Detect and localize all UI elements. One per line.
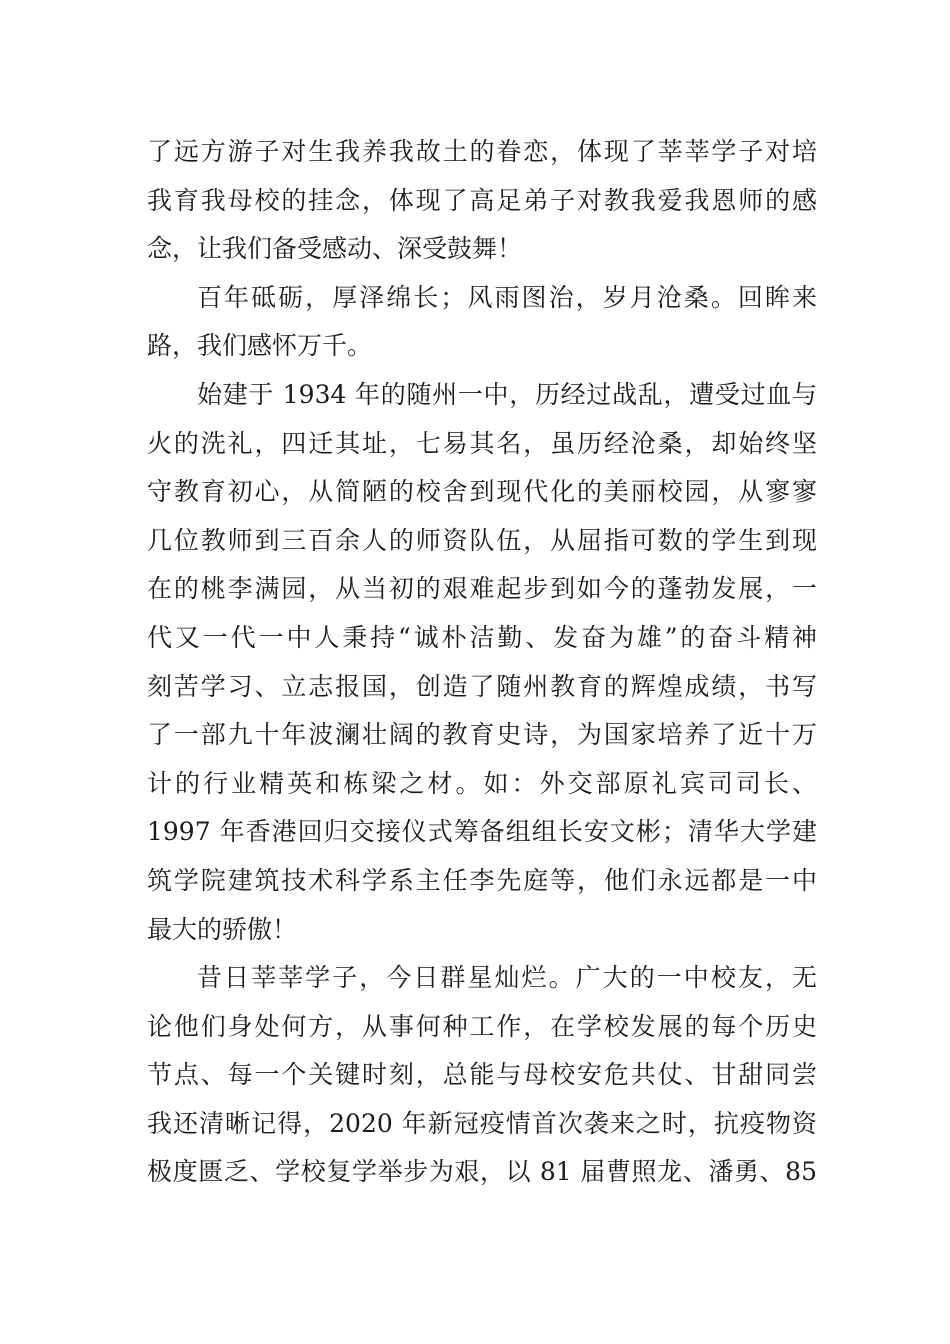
paragraph-2: [147, 274, 817, 371]
text-line: 火的洗礼，四迁其址，七易其名，虽历经沧桑，却始终坚: [147, 428, 817, 458]
text-line: 始建于 1934 年的随州一中，历经过战乱，遭受过血与: [197, 379, 817, 409]
text-line: 1997 年香港回归交接仪式筹备组组长安文彬；清华大学建: [147, 817, 817, 847]
text-line: 论他们身处何方，从事何种工作，在学校发展的每个历史: [147, 1011, 817, 1041]
text-line: 在的桃李满园，从当初的艰难起步到如今的蓬勃发展，一: [147, 574, 817, 604]
text-line: 昔日莘莘学子，今日群星灿烂。广大的一中校友，无: [197, 963, 817, 993]
text-line: 几位教师到三百余人的师资队伍，从屈指可数的学生到现: [147, 525, 817, 555]
text-line: 念，让我们备受感动、深受鼓舞！: [147, 234, 523, 264]
text-line: 我还清晰记得，2020 年新冠疫情首次袭来之时，抗疫物资: [147, 1108, 817, 1138]
body-text: [147, 128, 817, 1197]
text-line: 了一部九十年波澜壮阔的教育史诗，为国家培养了近十万: [147, 720, 817, 750]
text-line: 路，我们感怀万千。: [147, 331, 373, 361]
paragraph-3: [147, 371, 817, 954]
text-line: 计的行业精英和栋梁之材。如：外交部原礼宾司司长、: [147, 768, 817, 798]
text-line: 守教育初心，从简陋的校舍到现代化的美丽校园，从寥寥: [147, 477, 817, 507]
text-line: 最大的骄傲！: [147, 914, 298, 944]
text-line: 节点、每一个关键时刻，总能与母校安危共仗、甘甜同尝: [147, 1060, 817, 1090]
text-line: 筑学院建筑技术科学系主任李先庭等，他们永远都是一中: [147, 865, 817, 895]
text-line: 了远方游子对生我养我故土的眷恋，体现了莘莘学子对培: [147, 137, 817, 166]
text-line: 代又一代一中人秉持“诚朴洁勤、发奋为雄”的奋斗精神: [147, 622, 817, 652]
paragraph-4: [147, 954, 817, 1197]
text-line: 我育我母校的挂念，体现了高足弟子对教我爱我恩师的感: [147, 185, 817, 215]
text-line: 极度匮乏、学校复学举步为艰，以 81 届曹照龙、潘勇、85: [147, 1157, 817, 1187]
text-line: 刻苦学习、立志报国，创造了随州教育的辉煌成绩，书写: [147, 671, 817, 701]
text-line: 百年砥砺，厚泽绵长；风雨图治，岁月沧桑。回眸来: [197, 282, 817, 312]
paragraph-1: [147, 128, 817, 274]
